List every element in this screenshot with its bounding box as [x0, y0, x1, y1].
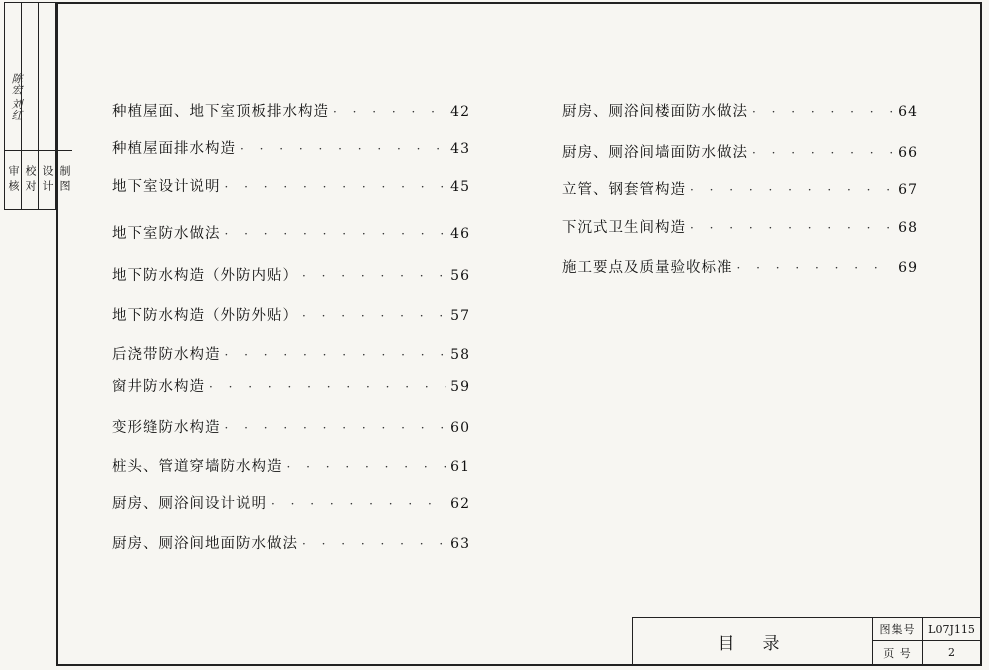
toc-entry[interactable]: [562, 178, 918, 199]
toc-entry[interactable]: [562, 141, 918, 162]
toc-entry-title: 后浇带防水构造: [112, 347, 221, 363]
approval-label: 设计: [41, 165, 54, 195]
toc-entry[interactable]: [112, 175, 470, 196]
toc-leader-dots: [752, 105, 894, 119]
toc-entry-page: 43: [450, 141, 470, 157]
approval-strip: [4, 2, 71, 210]
toc-entry-title: 窗井防水构造: [112, 379, 205, 395]
atlas-label: 图集号: [873, 618, 923, 641]
toc-entry-title: 立管、钢套管构造: [562, 182, 686, 198]
toc-entry-page: 46: [450, 226, 470, 242]
toc-entry-title: 桩头、管道穿墙防水构造: [112, 459, 283, 475]
toc-entry-page: 64: [898, 104, 918, 120]
toc-entry-page: 57: [450, 308, 470, 324]
toc-leader-dots: [240, 142, 446, 156]
toc-leader-dots: [271, 497, 446, 511]
toc-entry-page: 60: [450, 420, 470, 436]
toc-entry-title: 种植屋面排水构造: [112, 141, 236, 157]
toc-entry-page: 59: [450, 379, 470, 395]
toc-entry[interactable]: [112, 100, 470, 121]
approval-col-review: [5, 3, 22, 209]
toc-leader-dots: [225, 348, 447, 362]
toc-entry-title: 下沉式卫生间构造: [562, 220, 686, 236]
toc-entry-page: 62: [450, 496, 470, 512]
signature: 陈宏 刘红: [10, 73, 23, 121]
approval-col-design: [39, 3, 56, 209]
toc-leader-dots: [225, 227, 447, 241]
toc-entry-title: 种植屋面、地下室顶板排水构造: [112, 104, 329, 120]
toc-entry-page: 45: [450, 179, 470, 195]
drawing-title: 目录: [633, 618, 873, 664]
approval-col-check: [22, 3, 39, 209]
toc-leader-dots: [302, 537, 446, 551]
toc-entry-page: 58: [450, 347, 470, 363]
toc-entry-title: 施工要点及质量验收标准: [562, 260, 733, 276]
toc-entry[interactable]: [562, 100, 918, 121]
toc-entry-title: 地下室设计说明: [112, 179, 221, 195]
atlas-number: L07J115: [923, 618, 980, 641]
toc-leader-dots: [752, 146, 894, 160]
toc-entry[interactable]: [112, 264, 470, 285]
toc-entry-page: 42: [450, 104, 470, 120]
toc-leader-dots: [209, 380, 446, 394]
toc-entry-page: 69: [898, 260, 918, 276]
toc-entry[interactable]: [112, 416, 470, 437]
toc-entry-title: 地下防水构造（外防内贴）: [112, 268, 298, 284]
toc-entry-title: 变形缝防水构造: [112, 420, 221, 436]
toc-entry-title: 地下室防水做法: [112, 226, 221, 242]
toc-entry[interactable]: [112, 343, 470, 364]
toc-entry-title: 厨房、厕浴间地面防水做法: [112, 536, 298, 552]
toc-entry-page: 67: [898, 182, 918, 198]
toc-entry-title: 地下防水构造（外防外贴）: [112, 308, 298, 324]
page-label: 页 号: [873, 641, 923, 664]
toc-entry[interactable]: [112, 532, 470, 553]
toc-entry-page: 66: [898, 145, 918, 161]
toc-entry-page: 61: [450, 459, 470, 475]
approval-label: 校对: [24, 165, 37, 195]
toc-entry[interactable]: [112, 304, 470, 325]
toc-entry-page: 68: [898, 220, 918, 236]
page-number: 2: [948, 646, 955, 659]
toc-entry[interactable]: [112, 222, 470, 243]
toc-leader-dots: [225, 421, 447, 435]
toc-leader-dots: [302, 269, 446, 283]
toc-leader-dots: [690, 221, 894, 235]
toc-leader-dots: [737, 261, 895, 275]
toc-entry[interactable]: [112, 375, 470, 396]
toc-entry[interactable]: [112, 137, 470, 158]
toc-leader-dots: [333, 105, 446, 119]
toc-entry-page: 56: [450, 268, 470, 284]
toc-leader-dots: [225, 180, 447, 194]
title-block: [632, 617, 980, 664]
approval-label: 审核: [7, 165, 20, 195]
toc-entry-page: 63: [450, 536, 470, 552]
toc-entry[interactable]: [562, 256, 918, 277]
approval-label: 制图: [58, 165, 71, 195]
toc-entry-title: 厨房、厕浴间墙面防水做法: [562, 145, 748, 161]
toc-leader-dots: [302, 309, 446, 323]
toc-leader-dots: [287, 460, 447, 474]
toc-entry[interactable]: [562, 216, 918, 237]
toc-entry[interactable]: [112, 492, 470, 513]
toc-entry-title: 厨房、厕浴间设计说明: [112, 496, 267, 512]
toc-entry-title: 厨房、厕浴间楼面防水做法: [562, 104, 748, 120]
toc-entry[interactable]: [112, 455, 470, 476]
toc-leader-dots: [690, 183, 894, 197]
